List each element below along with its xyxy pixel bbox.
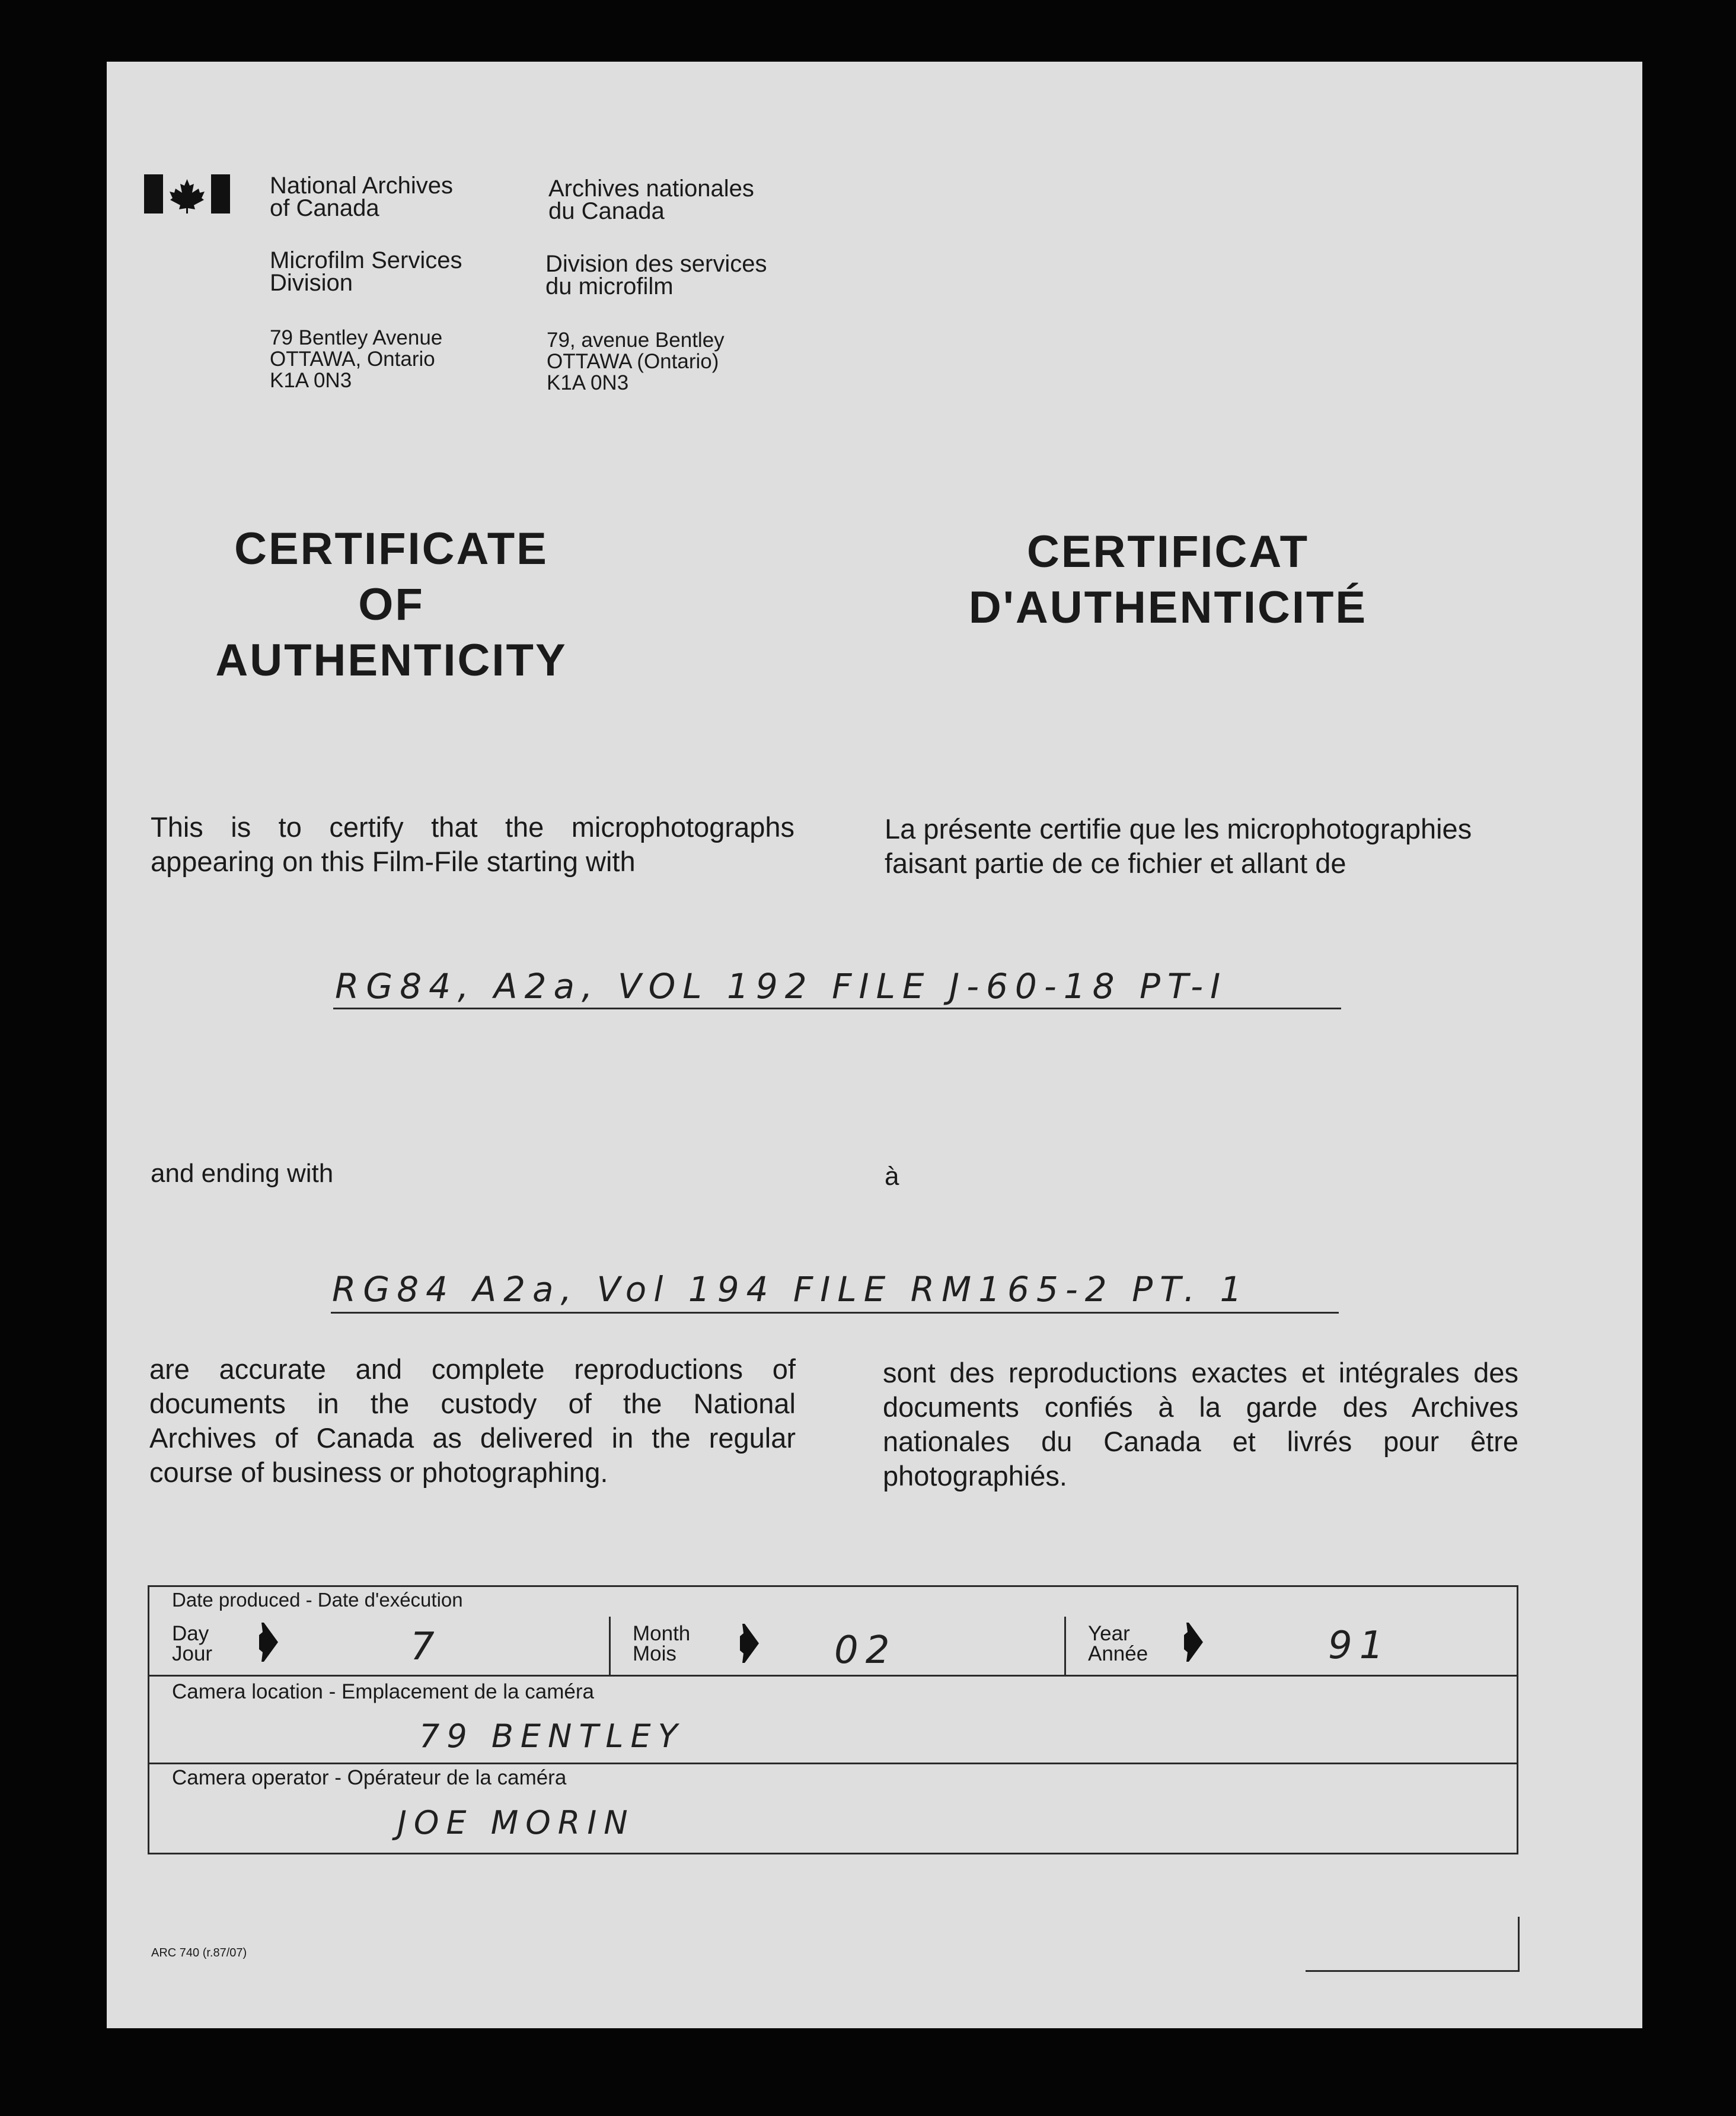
year-label-en: Year (1088, 1622, 1130, 1645)
closing-text-en (149, 1352, 796, 1490)
certify-en-line2: appearing on this Film-File starting with (151, 846, 636, 877)
division-en-line1: Microfilm Services (270, 247, 462, 273)
month-value: 02 (834, 1629, 897, 1672)
corner-mark-horizontal (1306, 1970, 1520, 1972)
camera-operator-label: Camera operator - Opérateur de la caméra (172, 1766, 567, 1789)
certify-text-en (151, 810, 794, 879)
closing-en-line1: are accurate and complete reproductions of (149, 1353, 796, 1385)
header-en-address (270, 327, 442, 391)
header-en-organization (270, 174, 453, 219)
form-divider-1 (149, 1675, 1517, 1677)
title-en-line2: OF AUTHENTICITY (215, 579, 567, 686)
year-label (1088, 1624, 1148, 1664)
year-value: 91 (1328, 1624, 1391, 1668)
date-produced-label: Date produced - Date d'exécution (172, 1589, 463, 1611)
day-label (172, 1624, 212, 1664)
camera-location-label: Camera location - Emplacement de la caméra (172, 1680, 594, 1703)
end-value-underline (331, 1312, 1339, 1314)
form-code: ARC 740 (r.87/07) (151, 1946, 247, 1959)
certify-fr-line1: La présente certifie que les microphotographies (885, 813, 1472, 845)
address-fr-line2: OTTAWA (Ontario) (547, 350, 719, 373)
org-name-fr-line2: du Canada (548, 198, 665, 224)
header-en-division (270, 249, 462, 294)
certify-text-fr (885, 812, 1519, 881)
date-divider-1 (609, 1617, 611, 1675)
closing-fr-line4: photographiés. (883, 1460, 1067, 1492)
day-arrow-icon (259, 1623, 278, 1662)
corner-mark-vertical (1518, 1917, 1520, 1970)
canada-flag-icon (144, 174, 230, 213)
certify-en-line1: This is to certify that the microphotographs (151, 811, 794, 843)
camera-operator-value: JOE MORIN (397, 1804, 635, 1841)
address-en-line3: K1A 0N3 (270, 369, 352, 392)
year-arrow-icon (1184, 1623, 1203, 1662)
date-divider-2 (1064, 1617, 1066, 1675)
month-label-fr: Mois (633, 1642, 676, 1665)
header-fr-division (545, 253, 767, 298)
org-name-en-line1: National Archives (270, 173, 454, 199)
closing-fr-line1: sont des reproductions exactes et intégrales des (883, 1357, 1518, 1388)
start-value-underline (333, 1008, 1341, 1009)
certificate-page (107, 62, 1642, 2028)
header-fr-organization (548, 177, 754, 222)
form-divider-2 (149, 1763, 1517, 1764)
day-label-en: Day (172, 1622, 209, 1645)
title-fr (949, 524, 1387, 636)
address-en-line1: 79 Bentley Avenue (270, 326, 443, 349)
ending-label-en: and ending with (151, 1159, 334, 1188)
production-details-form (148, 1585, 1518, 1854)
closing-fr-line3: nationales du Canada et livrés pour être (883, 1426, 1518, 1457)
closing-text-fr (883, 1356, 1518, 1493)
title-fr-line2: D'AUTHENTICITÉ (968, 582, 1368, 633)
division-fr-line2: du microfilm (545, 273, 674, 299)
org-name-fr-line1: Archives nationales (548, 176, 754, 202)
day-value: 7 (410, 1625, 442, 1669)
address-fr-line1: 79, avenue Bentley (547, 329, 725, 352)
day-label-fr: Jour (172, 1642, 213, 1665)
certify-fr-line2: faisant partie de ce fichier et allant de (885, 847, 1346, 879)
film-start-value: RG84, A2a, VOL 192 FILE J-60-18 PT-I (335, 966, 1228, 1006)
title-en-line1: CERTIFICATE (234, 524, 548, 574)
closing-en-line2: documents in the custody of the National (149, 1388, 796, 1419)
division-fr-line1: Division des services (545, 251, 767, 277)
closing-fr-line2: documents confiés à la garde des Archives (883, 1391, 1518, 1423)
closing-en-line4: course of business or photographing. (149, 1457, 608, 1488)
film-end-value: RG84 A2a, Vol 194 FILE RM165-2 PT. 1 (332, 1269, 1249, 1309)
ending-label-fr: à (885, 1162, 899, 1191)
address-fr-line3: K1A 0N3 (547, 371, 629, 394)
org-name-en-line2: of Canada (270, 195, 379, 221)
year-label-fr: Année (1088, 1642, 1148, 1665)
address-en-line2: OTTAWA, Ontario (270, 348, 435, 371)
month-label (633, 1624, 690, 1664)
division-en-line2: Division (270, 270, 353, 296)
title-fr-line1: CERTIFICAT (1026, 527, 1310, 577)
camera-location-value: 79 BENTLEY (419, 1717, 685, 1755)
month-label-en: Month (633, 1622, 691, 1645)
title-en (196, 521, 587, 689)
month-arrow-icon (740, 1624, 759, 1663)
header-fr-address (547, 330, 725, 394)
closing-en-line3: Archives of Canada as delivered in the regular (149, 1422, 796, 1454)
